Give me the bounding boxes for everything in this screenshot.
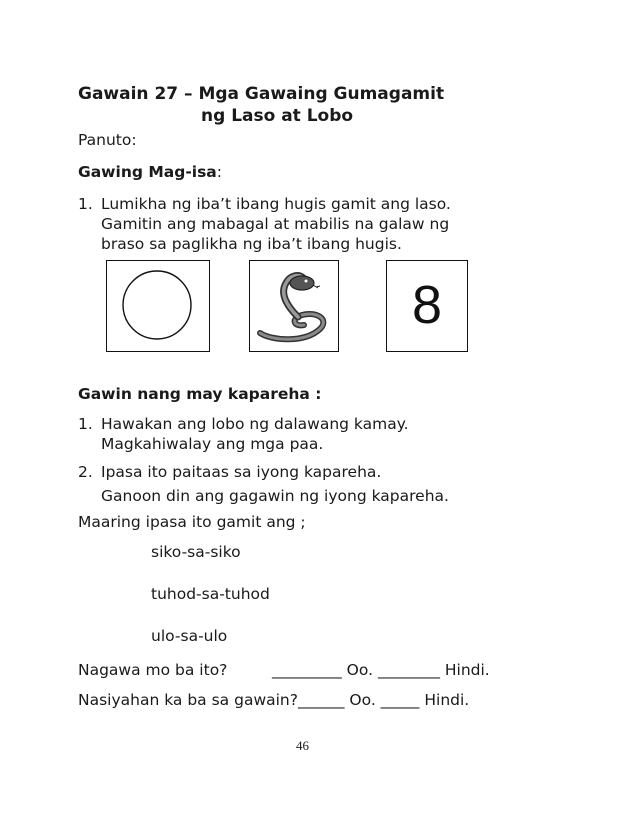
question2-text: Nasiyahan ka ba sa gawain?______ Oo. _____ Hindi. xyxy=(78,691,470,709)
panuto-label: Panuto: xyxy=(78,131,137,149)
section2-item2-line1: Ipasa ito paitaas sa iyong kapareha. xyxy=(101,463,382,481)
section1-heading xyxy=(78,162,222,182)
section2-heading: Gawin nang may kapareha : xyxy=(78,385,322,403)
eight-box xyxy=(386,260,468,352)
snake-icon xyxy=(250,261,337,350)
question1-text: Nagawa mo ba ito? xyxy=(78,661,228,679)
section1-item1-line1: Lumikha ng iba’t ibang hugis gamit ang laso. xyxy=(101,195,451,213)
maaring-text: Maaring ipasa ito gamit ang ; xyxy=(78,513,306,531)
section2-item2-num: 2. xyxy=(78,463,93,481)
snake-box xyxy=(249,260,339,352)
question1-answer: _________ Oo. ________ Hindi. xyxy=(272,661,490,679)
page-number: 46 xyxy=(296,738,309,753)
section1-heading-text: Gawing Mag-isa xyxy=(78,163,217,181)
title-line1: Gawain 27 – Mga Gawaing Gumagamit xyxy=(78,84,445,104)
section2-item1-line1: Hawakan ang lobo ng dalawang kamay. xyxy=(101,415,409,433)
option-siko: siko-sa-siko xyxy=(151,543,241,561)
section2-item1-num: 1. xyxy=(78,415,93,433)
circle-box xyxy=(106,260,210,352)
circle-icon xyxy=(107,261,208,350)
option-ulo: ulo-sa-ulo xyxy=(151,627,228,645)
section2-item2-line2: Ganoon din ang gagawin ng iyong kapareha. xyxy=(101,487,449,505)
eight-digit: 8 xyxy=(411,275,443,335)
section1-item1-line3: braso sa paglikha ng iba’t ibang hugis. xyxy=(101,235,402,253)
section1-item1-num: 1. xyxy=(78,195,93,213)
option-tuhod: tuhod-sa-tuhod xyxy=(151,585,270,603)
section2-item1-line2: Magkahiwalay ang mga paa. xyxy=(101,435,324,453)
section1-item1-line2: Gamitin ang mabagal at mabilis na galaw ng xyxy=(101,215,450,233)
title-line2: ng Laso at Lobo xyxy=(201,106,354,126)
section1-heading-colon: : xyxy=(216,163,222,181)
